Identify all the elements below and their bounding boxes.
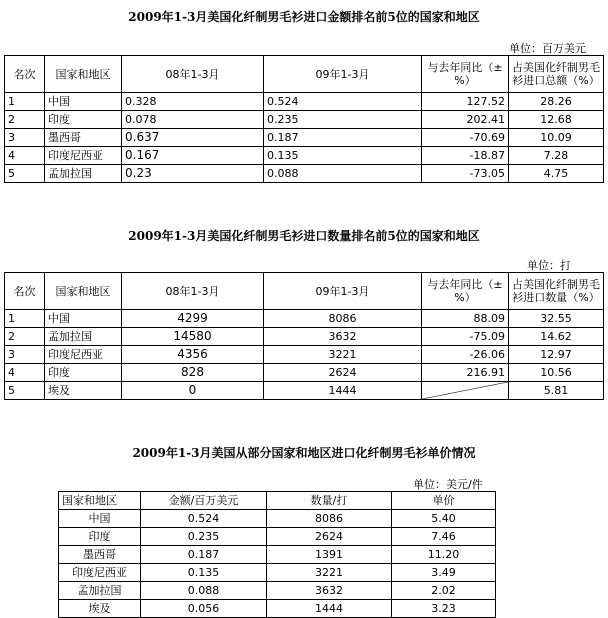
table1-header-row — [5, 56, 604, 93]
value-2009-cell: 0.235 — [264, 111, 422, 129]
value-2008-cell: 14580 — [122, 328, 264, 346]
table2-unit: 单位：打 — [527, 259, 571, 272]
table1-title: 2009年1-3月美国化纤制男毛衫进口金额排名前5位的国家和地区 — [128, 10, 480, 24]
yoy-cell: 127.52 — [422, 93, 509, 111]
quantity-cell: 2624 — [267, 528, 392, 546]
share-cell: 10.56 — [509, 364, 604, 382]
table2-title: 2009年1-3月美国化纤制男毛衫进口数量排名前5位的国家和地区 — [128, 229, 480, 243]
value-2009-cell: 8086 — [264, 310, 422, 328]
value-2009-cell: 0.088 — [264, 165, 422, 183]
country-cell: 埃及 — [45, 382, 122, 400]
table1-header-share: 占美国化纤制男毛衫进口总额（%） — [509, 56, 604, 93]
value-2009-cell: 1444 — [264, 382, 422, 400]
value-2008-cell: 0.328 — [122, 93, 264, 111]
table1-header-2008: 08年1-3月 — [122, 56, 264, 93]
value-2009-cell: 0.524 — [264, 93, 422, 111]
table2-import-quantity — [4, 272, 604, 400]
value-2008-cell: 0 — [122, 382, 264, 400]
table2-header-2008: 08年1-3月 — [122, 273, 264, 310]
amount-cell: 0.187 — [141, 546, 267, 564]
value-2009-cell: 0.187 — [264, 129, 422, 147]
share-cell: 12.97 — [509, 346, 604, 364]
rank-cell: 1 — [5, 93, 45, 111]
table1-header-2009: 09年1-3月 — [264, 56, 422, 93]
price-cell: 5.40 — [392, 510, 496, 528]
table3-header-country: 国家和地区 — [59, 492, 141, 510]
rank-cell: 2 — [5, 328, 45, 346]
amount-cell: 0.088 — [141, 582, 267, 600]
rank-cell: 3 — [5, 129, 45, 147]
rank-cell: 1 — [5, 310, 45, 328]
price-cell: 11.20 — [392, 546, 496, 564]
quantity-cell: 8086 — [267, 510, 392, 528]
table-row — [59, 582, 496, 600]
share-cell: 4.75 — [509, 165, 604, 183]
table1-header-yoy: 与去年同比（±%） — [422, 56, 509, 93]
share-cell: 14.62 — [509, 328, 604, 346]
price-cell: 3.23 — [392, 600, 496, 618]
table1-unit: 单位：百万美元 — [509, 42, 586, 55]
value-2008-cell: 0.637 — [122, 129, 264, 147]
price-cell: 3.49 — [392, 564, 496, 582]
table-row — [5, 382, 604, 400]
yoy-cell: -70.69 — [422, 129, 509, 147]
table3-header-quantity: 数量/打 — [267, 492, 392, 510]
yoy-cell: 88.09 — [422, 310, 509, 328]
value-2008-cell: 4299 — [122, 310, 264, 328]
table-row — [59, 546, 496, 564]
yoy-cell: -75.09 — [422, 328, 509, 346]
value-2008-cell: 4356 — [122, 346, 264, 364]
table2-header-country: 国家和地区 — [45, 273, 122, 310]
share-cell: 32.55 — [509, 310, 604, 328]
table-row — [5, 346, 604, 364]
share-cell: 10.09 — [509, 129, 604, 147]
table-row — [5, 93, 604, 111]
diagonal-line-icon — [422, 382, 508, 399]
country-cell: 印度 — [45, 364, 122, 382]
rank-cell: 5 — [5, 382, 45, 400]
table-row — [59, 528, 496, 546]
table2-header-2009: 09年1-3月 — [264, 273, 422, 310]
country-cell: 印度 — [45, 111, 122, 129]
table-row — [59, 600, 496, 618]
country-cell: 印度尼西亚 — [45, 147, 122, 165]
rank-cell: 4 — [5, 147, 45, 165]
table3-unit: 单位：美元/件 — [413, 478, 483, 491]
table3-title: 2009年1-3月美国从部分国家和地区进口化纤制男毛衫单价情况 — [132, 446, 476, 460]
share-cell: 28.26 — [509, 93, 604, 111]
table2-header-rank: 名次 — [5, 273, 45, 310]
yoy-cell: -73.05 — [422, 165, 509, 183]
country-cell: 中国 — [45, 310, 122, 328]
table-row — [5, 165, 604, 183]
quantity-cell: 1391 — [267, 546, 392, 564]
amount-cell: 0.135 — [141, 564, 267, 582]
value-2009-cell: 3632 — [264, 328, 422, 346]
yoy-cell: 202.41 — [422, 111, 509, 129]
table-row — [5, 310, 604, 328]
country-cell: 墨西哥 — [45, 129, 122, 147]
table-row — [5, 129, 604, 147]
amount-cell: 0.524 — [141, 510, 267, 528]
table2-header-row — [5, 273, 604, 310]
table3-unit-price — [58, 491, 496, 618]
country-cell: 孟加拉国 — [45, 328, 122, 346]
value-2008-cell: 828 — [122, 364, 264, 382]
table1-header-rank: 名次 — [5, 56, 45, 93]
value-2009-cell: 2624 — [264, 364, 422, 382]
table3-header-price: 单价 — [392, 492, 496, 510]
table2-header-yoy: 与去年同比（±%） — [422, 273, 509, 310]
rank-cell: 3 — [5, 346, 45, 364]
table-row — [5, 147, 604, 165]
yoy-cell: -18.87 — [422, 147, 509, 165]
yoy-cell: -26.06 — [422, 346, 509, 364]
quantity-cell: 1444 — [267, 600, 392, 618]
rank-cell: 2 — [5, 111, 45, 129]
table3-header-row — [59, 492, 496, 510]
quantity-cell: 3221 — [267, 564, 392, 582]
value-2009-cell: 0.135 — [264, 147, 422, 165]
country-cell: 孟加拉国 — [45, 165, 122, 183]
country-cell: 孟加拉国 — [59, 582, 141, 600]
table-row — [5, 328, 604, 346]
value-2008-cell: 0.23 — [122, 165, 264, 183]
table-row — [5, 364, 604, 382]
amount-cell: 0.235 — [141, 528, 267, 546]
share-cell: 7.28 — [509, 147, 604, 165]
country-cell: 印度尼西亚 — [45, 346, 122, 364]
price-cell: 7.46 — [392, 528, 496, 546]
rank-cell: 5 — [5, 165, 45, 183]
yoy-cell: 216.91 — [422, 364, 509, 382]
quantity-cell: 3632 — [267, 582, 392, 600]
table-row — [59, 510, 496, 528]
value-2008-cell: 0.078 — [122, 111, 264, 129]
amount-cell: 0.056 — [141, 600, 267, 618]
table3-header-amount: 金额/百万美元 — [141, 492, 267, 510]
rank-cell: 4 — [5, 364, 45, 382]
country-cell: 墨西哥 — [59, 546, 141, 564]
price-cell: 2.02 — [392, 582, 496, 600]
table1-import-value — [4, 55, 604, 183]
yoy-cell-empty-diagonal — [422, 382, 509, 400]
value-2008-cell: 0.167 — [122, 147, 264, 165]
country-cell: 印度 — [59, 528, 141, 546]
country-cell: 中国 — [45, 93, 122, 111]
country-cell: 埃及 — [59, 600, 141, 618]
table-row — [5, 111, 604, 129]
country-cell: 印度尼西亚 — [59, 564, 141, 582]
share-cell: 12.68 — [509, 111, 604, 129]
value-2009-cell: 3221 — [264, 346, 422, 364]
table2-header-share: 占美国化纤制男毛衫进口数量（%） — [509, 273, 604, 310]
table1-header-country: 国家和地区 — [45, 56, 122, 93]
share-cell: 5.81 — [509, 382, 604, 400]
table-row — [59, 564, 496, 582]
country-cell: 中国 — [59, 510, 141, 528]
